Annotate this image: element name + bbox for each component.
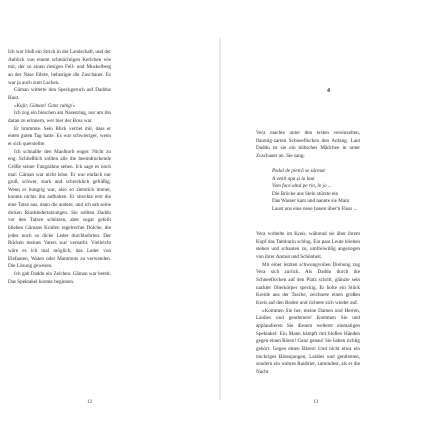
page-number: 13 — [313, 399, 319, 405]
verse-line: Pedal de pietră se sărmat — [272, 168, 325, 174]
left-page-body — [8, 49, 111, 286]
paragraph-dialogue: »Kujir, Gäman! Ganz ruhig!« — [14, 102, 76, 109]
song-verse — [272, 168, 358, 214]
paragraph: »Kommen Sie her, meine Damen und Herren, Laidies und gentlemen! Kommen Sie und applaudieren Sie diesem welterst einmaligen Spektakel: Ein Mann kämpft mit bloßen Händen gegen einen Bären! Ganz genau! Sie haben richtig gehört. Gegen einen Bären! Und nicht etwa ein mickriges Bärenjungen, Laidies und gentlemen, sondern ein wahres Raubtier, zumindest, als er die Nacht — [256, 307, 360, 375]
paragraph: Vera wirbelte im Kreis, während sie über ihrem Kopf das Tamburin schlug. Ein paar Leute blieben stehen und schauten zu, umfreiwillig angezogen von ihrer Anmut und Schönheit. — [256, 231, 360, 260]
verse-line: A venit apa și la laut — [272, 175, 315, 182]
paragraph: Er brummte. Sein Blick verriet mir, dass er einen guten Tag hatte. Es war schwieriger, wenn er sich querstellte. — [8, 125, 111, 147]
chapter-number: 4 — [327, 88, 330, 94]
verse-line: Die Brücke aus Stein stürzte ein — [272, 190, 339, 197]
paragraph: Ich gab Daddu ein Zeichen. Gäman war bereit. Das Spektakel konnte beginnen. — [8, 271, 111, 285]
book-gutter — [219, 38, 221, 400]
verse-line: Das Wasser kam und nannte sie Main — [272, 198, 350, 205]
verse-line: Laust uns eine neue bauen über'n Fluss ... — [272, 205, 358, 212]
right-page-intro — [256, 130, 360, 161]
paragraph: Ich war bloß ein Strich in der Landschaft, und der Anblick von einem schmächtigen Kerlchen wie mir, der so einen riesigen Fell- und Muskelberg an der Nase führte, belustigte die Zuschauer. Es war ja auch zum Lachen. — [8, 49, 111, 86]
left-page — [0, 0, 212, 440]
right-page — [226, 0, 438, 440]
verse-line: Vom face altul pe rin, în jo ... — [272, 183, 332, 190]
paragraph: Ich zog ein bisschen am Nasenring, nur um ihn daran zu erinnern, wer hier der Boss war. — [8, 110, 111, 124]
paragraph: Mit einer letzten schwungvollen Drehung zog Vera sich zurück. Als Daddu durch die Schneeflocken auf den Platz schritt, glänzte sein nackter Oberkörper speckig. Er holte ein Stück Kreide aus der Tasche, zeichnete einen großen Kreis auf den Boden und richtete sich wieder auf. — [256, 261, 360, 306]
paragraph: Gäman witterte den Speckgeruch auf Daddus Haut. — [8, 87, 111, 101]
paragraph: Vera machte unter den ersten vereinzelten, flaumig-zarten Schneeflocken den Anfang. Laut Daddu ist sie ein hübsches Mädchen in unter Zuschauer an. Sie sang: — [256, 130, 360, 159]
page-number: 12 — [87, 399, 93, 405]
paragraph: Ich schnallte den Maulkorb enger. Nicht zu eng. Schließlich sollten alle die beeindruckende Größe seiner Fangzähne sehen. Ich sage es noch mal: Gäman war nicht böse. Er war einfach nur groß, schwer, stark und schrecklich gefräßig. Wenn er hungrig war, also so ziemlich immer, konnte nichts ihn aufhalten. Er streckte erst die eine Tatze aus, dann die andere, und ich sah seine dicken Rindsledertatzungen. Sie sollten Daddu vor den Tatzen schützen, aber sogar gefeilt blieben Gämans Krallen regelrechte Dolche, die jedes noch so dicke Leder durchbohrten. Der Rücken meines Vaters war vernarbt. Vielleicht wäre es ich mal möglich, das Leder von Elefanten, Walen oder Mammuts zu verwenden. Die Lösung gewesen. — [8, 148, 111, 270]
right-page-body — [256, 231, 360, 376]
